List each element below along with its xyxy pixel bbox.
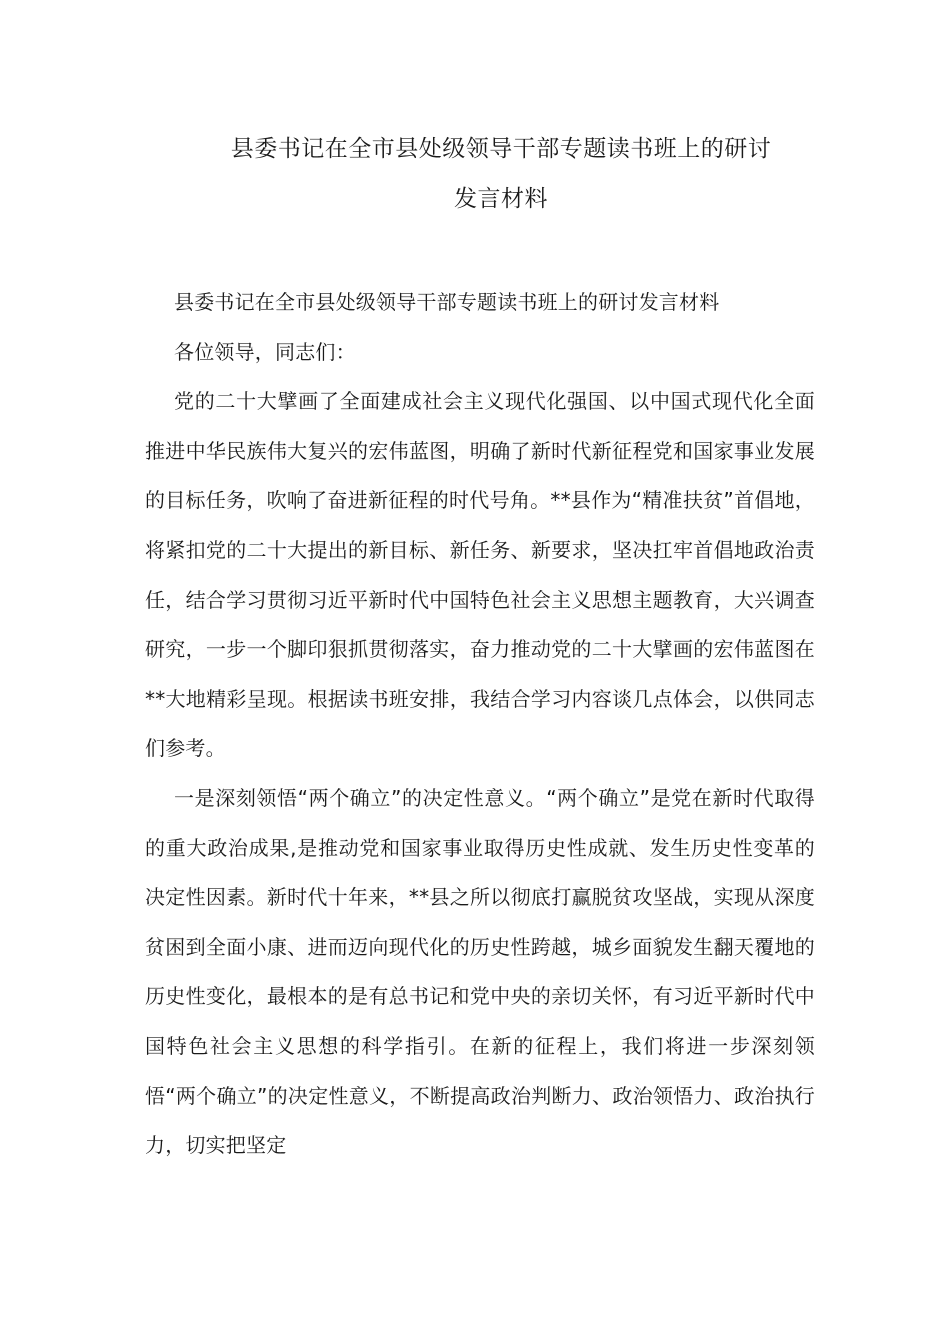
body-paragraph-point-one: 一是深刻领悟“两个确立”的决定性意义。“两个确立”是党在新时代取得的重大政治成果,是推动党和国家事业取得历史性成就、发生历史性变革的决定性因素。新时代十年来，**县之所以彻底打赢脱贫攻坚战，实现从深度贫困到全面小康、进而迈向现代化的历史性跨越，城乡面貌发生翻天覆地的历史性变化，最根本的是有总书记和党中央的亲切关怀，有习近平新时代中国特色社会主义思想的科学指引。在新的征程上，我们将进一步深刻领悟“两个确立”的决定性意义，不断提高政治判断力、政治领悟力、政治执行力，切实把坚定 [145,785,815,1158]
document-title-line-1: 县委书记在全市县处级领导干部专题读书班上的研讨 [230,136,772,162]
document-title-line-2: 发言材料 [454,186,548,212]
body-paragraph-salutation: 各位领导，同志们： [174,339,356,364]
document-title [145,124,857,224]
body-paragraph-heading: 县委书记在全市县处级领导干部专题读书班上的研讨发言材料 [174,290,720,314]
document-body [145,278,815,1171]
body-paragraph-introduction: 党的二十大擘画了全面建成社会主义现代化强国、以中国式现代化全面推进中华民族伟大复兴的宏伟蓝图，明确了新时代新征程党和国家事业发展的目标任务，吹响了奋进新征程的时代号角。**县作为“精准扶贫”首倡地，将紧扣党的二十大提出的新目标、新任务、新要求，坚决扛牢首倡地政治责任，结合学习贯彻习近平新时代中国特色社会主义思想主题教育，大兴调查研究，一步一个脚印狠抓贯彻落实，奋力推动党的二十大擘画的宏伟蓝图在**大地精彩呈现。根据读书班安排，我结合学习内容谈几点体会，以供同志们参考。 [145,389,815,761]
